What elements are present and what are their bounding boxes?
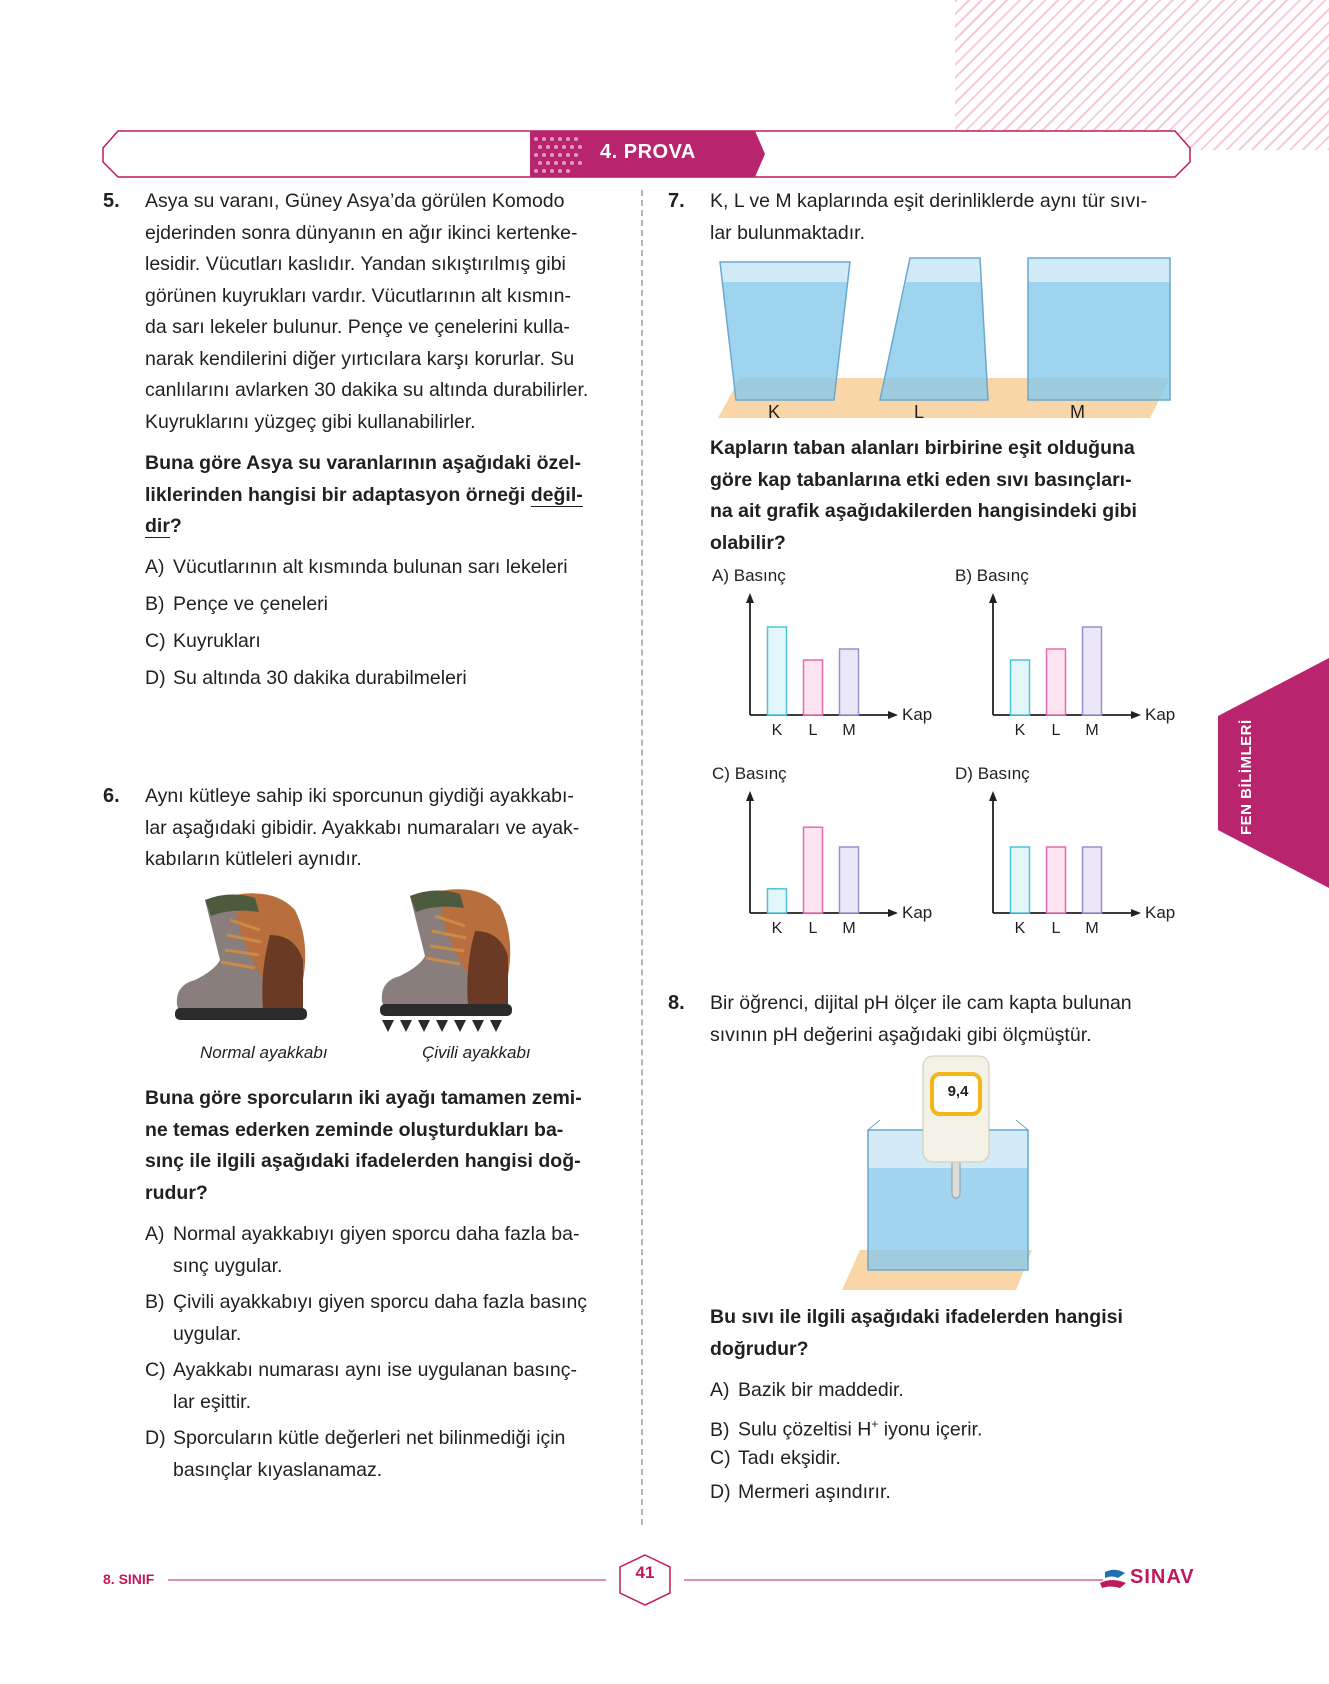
page-number: 41	[635, 1563, 655, 1582]
x-axis-arrow	[888, 909, 898, 917]
tick-label-l: L	[808, 722, 818, 739]
brand-logo-icon	[1100, 1570, 1126, 1588]
q5-negation-underlined: değil-	[530, 483, 583, 506]
q5-option-b[interactable]	[145, 589, 328, 621]
x-axis-label: Kap	[1145, 903, 1176, 922]
option-label: C)	[145, 630, 166, 652]
q7-question-line: göre kap tabanlarına etki eden sıvı basınçları-	[710, 468, 1132, 491]
chart-d	[963, 788, 1176, 937]
option-text: iyonu içerir.	[878, 1418, 983, 1441]
q8-line: sıvının pH değerini aşağıdaki gibi ölçmüştür.	[710, 1023, 1092, 1046]
option-label: D)	[710, 1481, 731, 1503]
q8-option-b[interactable]	[710, 1409, 982, 1446]
tick-label-m: M	[1085, 920, 1099, 937]
bar-m	[840, 847, 859, 913]
q8-question-line: doğrudur?	[710, 1337, 809, 1360]
brand-name: SINAV	[1130, 1566, 1195, 1588]
x-axis-label: Kap	[902, 903, 933, 922]
q6-line: lar aşağıdaki gibidir. Ayakkabı numaraları ve ayak-	[145, 816, 580, 839]
bar-k	[1011, 847, 1030, 913]
caption-spiked-boot: Çivili ayakkabı	[422, 1043, 531, 1062]
tick-label-l: L	[1051, 920, 1061, 937]
q5-line: Kuyruklarını yüzgeç gibi kullanabilirler.	[145, 410, 476, 433]
graph-b-label[interactable]	[955, 566, 1029, 586]
q5-option-c[interactable]	[145, 626, 261, 658]
q6-option-d[interactable]	[145, 1423, 612, 1486]
q6-question-line: Buna göre sporcuların iki ayağı tamamen zemi-	[145, 1087, 582, 1109]
q8-number: 8.	[668, 992, 685, 1014]
option-text: Ayakkabı numarası aynı ise uygulanan basınç-	[173, 1359, 577, 1381]
q8-stem	[710, 988, 1182, 1051]
containers-illustration	[710, 250, 1180, 425]
q6-question-line: rudur?	[145, 1181, 208, 1204]
q5-line: lesidir. Vücutları kaslıdır. Yandan sıkıştırılmış gibi	[145, 253, 566, 275]
q8-option-d[interactable]	[710, 1477, 891, 1509]
bar-m	[1083, 847, 1102, 913]
q6-question-line: ne temas ederken zeminde oluşturdukları ba-	[145, 1118, 564, 1141]
tick-label-k: K	[1014, 722, 1026, 739]
option-text: basınçlar kıyaslanamaz.	[173, 1458, 383, 1481]
option-text: Bazik bir maddedir.	[738, 1379, 904, 1401]
option-label: A)	[710, 1379, 730, 1401]
bar-l	[1047, 847, 1066, 913]
option-label: A)	[145, 1223, 165, 1245]
bar-l	[1047, 649, 1066, 715]
q5-stem	[145, 186, 612, 438]
side-tab	[1218, 658, 1329, 888]
bar-k	[768, 627, 787, 715]
graph-a-label[interactable]	[712, 566, 786, 586]
q6-option-c[interactable]	[145, 1355, 612, 1418]
q6-line: kabıların kütleleri aynıdır.	[145, 848, 362, 870]
q5-line: ejderinden sonra dünyanın en ağır ikinci kertenke-	[145, 221, 578, 244]
tick-label-l: L	[808, 920, 818, 937]
graph-ylabel: Basınç	[976, 566, 1029, 585]
x-axis-arrow	[1131, 909, 1141, 917]
bar-k	[1011, 660, 1030, 715]
option-label: C)	[710, 1447, 731, 1469]
q6-question-line: sınç ile ilgili aşağıdaki ifadelerden hangisi doğ-	[145, 1150, 581, 1172]
q5-number: 5.	[103, 190, 120, 212]
q5-line: Asya su varanı, Güney Asya’da görülen Komodo	[145, 190, 565, 212]
tick-label-k: K	[771, 920, 783, 937]
q7-number: 7.	[668, 190, 685, 212]
option-text: Kuyrukları	[173, 630, 261, 652]
bar-m	[840, 649, 859, 715]
q8-question	[710, 1302, 1182, 1365]
x-axis-arrow	[1131, 711, 1141, 719]
option-text: Mermeri aşındırır.	[738, 1481, 891, 1503]
bar-l	[804, 660, 823, 715]
header-title: 4. PROVA	[600, 141, 696, 163]
option-label: B)	[955, 566, 972, 585]
container-m	[1028, 258, 1170, 400]
option-label: A)	[712, 566, 729, 585]
q6-number: 6.	[103, 785, 120, 807]
option-label: C)	[145, 1359, 166, 1381]
q5-line: da sarı lekeler bulunur. Pençe ve çenelerini kulla-	[145, 316, 570, 338]
q6-option-b[interactable]	[145, 1287, 612, 1350]
option-text: Çivili ayakkabıyı giyen sporcu daha fazla basınç	[173, 1291, 588, 1313]
column-divider	[641, 190, 643, 1525]
tick-label-k: K	[1014, 920, 1026, 937]
option-label: C)	[712, 764, 730, 783]
q5-question-text: liklerinden hangisi bir adaptasyon örneği	[145, 483, 531, 506]
q5-question-line	[145, 480, 612, 512]
graph-c-label[interactable]	[712, 764, 787, 784]
q5-negation-underlined: dir	[145, 515, 170, 537]
q7-question-line: na ait grafik aşağıdakilerden hangisindeki gibi	[710, 500, 1137, 522]
container-label-m: M	[1070, 402, 1085, 422]
option-text: Vücutlarının alt kısmında bulunan sarı lekeleri	[173, 556, 568, 578]
q7-question-line: Kapların taban alanları birbirine eşit olduğuna	[710, 437, 1135, 459]
container-label-k: K	[768, 402, 781, 422]
graph-d-label[interactable]	[955, 764, 1030, 784]
bar-k	[768, 889, 787, 913]
side-tab-label: FEN BİLİMLERİ	[1238, 719, 1255, 835]
bar-l	[804, 827, 823, 913]
footer-grade: 8. SINIF	[103, 1571, 155, 1587]
q5-question-line: Buna göre Asya su varanlarının aşağıdaki özel-	[145, 452, 582, 474]
option-label: B)	[145, 1291, 165, 1313]
x-axis-label: Kap	[902, 705, 933, 724]
q8-option-a[interactable]	[710, 1375, 904, 1407]
superscript-plus: +	[871, 1417, 879, 1431]
graph-ylabel: Basınç	[977, 764, 1030, 783]
container-l	[880, 258, 988, 400]
q5-line: görünen kuyrukları vardır. Vücutlarının alt kısmın-	[145, 284, 571, 307]
option-text: Pençe ve çeneleri	[173, 593, 329, 615]
option-label: D)	[955, 764, 973, 783]
q6-question	[145, 1083, 612, 1209]
option-label: B)	[710, 1418, 730, 1441]
option-text: Sporcuların kütle değerleri net bilinmediği için	[173, 1427, 566, 1449]
boots-illustration	[170, 880, 590, 1040]
q8-line: Bir öğrenci, dijital pH ölçer ile cam kapta bulunan	[710, 992, 1132, 1014]
q5-line: canlılarını avlarken 30 dakika su altında durabilirler.	[145, 379, 589, 401]
option-text: lar eşittir.	[173, 1390, 252, 1413]
q5-question-mark: ?	[169, 515, 182, 537]
tick-label-m: M	[1085, 722, 1099, 739]
q7-line: K, L ve M kaplarında eşit derinliklerde aynı tür sıvı-	[710, 190, 1148, 212]
chart-c	[720, 788, 933, 937]
option-label: D)	[145, 1427, 166, 1449]
q7-question	[710, 433, 1182, 559]
y-axis-arrow	[989, 791, 997, 801]
x-axis-label: Kap	[1145, 705, 1176, 724]
option-text: Su altında 30 dakika durabilmeleri	[173, 667, 467, 689]
ph-reading: 9,4	[947, 1083, 969, 1100]
option-text: Tadı ekşidir.	[738, 1447, 841, 1469]
graph-ylabel: Basınç	[733, 566, 786, 585]
q5-question-line	[145, 511, 612, 543]
tick-label-l: L	[1051, 722, 1061, 739]
option-text: uygular.	[173, 1322, 242, 1345]
option-text: Normal ayakkabıyı giyen sporcu daha fazla ba-	[173, 1223, 580, 1245]
graph-ylabel: Basınç	[734, 764, 787, 783]
chart-a	[720, 590, 933, 739]
q7-stem	[710, 186, 1182, 249]
q7-question-line: olabilir?	[710, 531, 786, 554]
q6-stem	[145, 781, 612, 876]
q5-question	[145, 448, 612, 543]
q5-option-d[interactable]	[145, 663, 467, 695]
option-text: sınç uygular.	[173, 1254, 283, 1277]
option-text: Sulu çözeltisi H	[738, 1418, 872, 1441]
chart-b	[963, 590, 1176, 739]
q6-line: Aynı kütleye sahip iki sporcunun giydiği ayakkabı-	[145, 785, 574, 807]
q8-question-line: Bu sıvı ile ilgili aşağıdaki ifadelerden hangisi	[710, 1306, 1123, 1328]
container-k	[720, 262, 850, 400]
caption-normal-boot: Normal ayakkabı	[200, 1043, 328, 1062]
tick-label-m: M	[842, 920, 856, 937]
q5-line: narak kendilerini diğer yırtıcılara karşı korurlar. Su	[145, 347, 575, 370]
y-axis-arrow	[746, 593, 754, 603]
q8-option-c[interactable]	[710, 1443, 841, 1475]
x-axis-arrow	[888, 711, 898, 719]
tick-label-k: K	[771, 722, 783, 739]
y-axis-arrow	[989, 593, 997, 603]
q7-line: lar bulunmaktadır.	[710, 221, 866, 244]
tick-label-m: M	[842, 722, 856, 739]
container-label-l: L	[914, 402, 925, 422]
bar-m	[1083, 627, 1102, 715]
q6-option-a[interactable]	[145, 1219, 612, 1282]
option-label: D)	[145, 667, 166, 689]
option-label: B)	[145, 593, 165, 615]
q5-option-a[interactable]	[145, 552, 568, 584]
y-axis-arrow	[746, 791, 754, 801]
option-label: A)	[145, 556, 165, 578]
